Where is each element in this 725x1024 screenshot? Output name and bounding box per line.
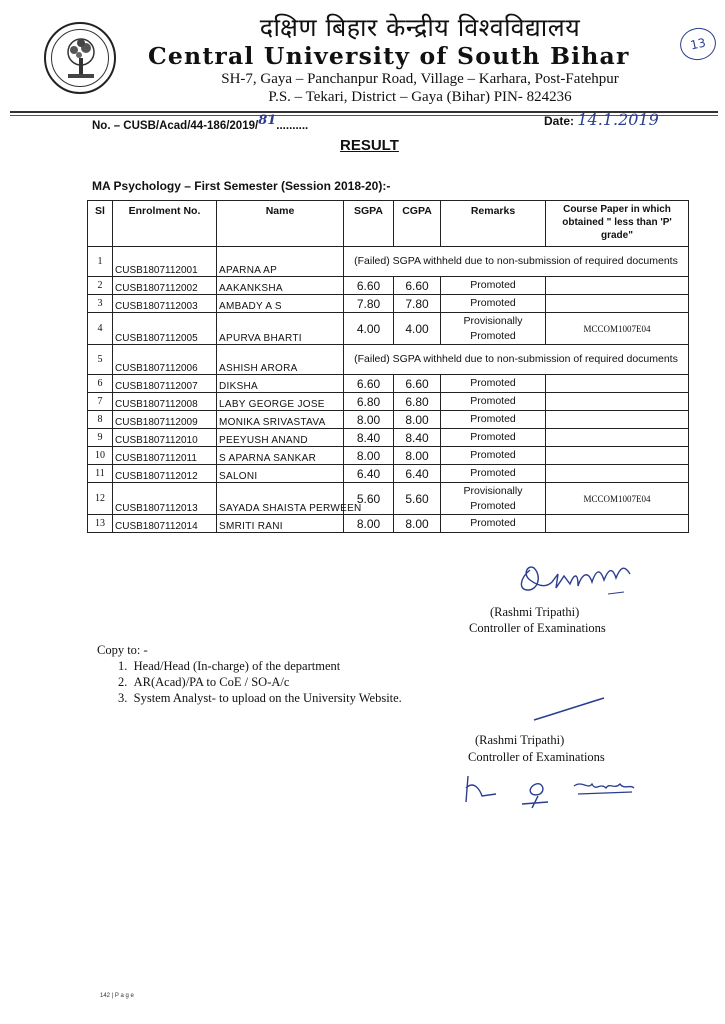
cell-cgpa: 4.00 bbox=[394, 313, 441, 345]
reference-prefix: No. – CUSB/Acad/44-186/2019/ bbox=[92, 120, 259, 132]
cell-cgpa: 6.40 bbox=[394, 465, 441, 483]
table-row bbox=[88, 411, 689, 429]
date-label: Date: bbox=[544, 114, 575, 128]
table-row bbox=[88, 429, 689, 447]
cell-sl: 7 bbox=[88, 393, 113, 411]
cell-remarks: Provisionally Promoted bbox=[441, 483, 546, 515]
address-line-1: SH-7, Gaya – Panchanpur Road, Village – Karhara, Post-Fatehpur bbox=[221, 71, 619, 87]
course-subtitle: MA Psychology – First Semester (Session 2018-20):- bbox=[92, 179, 391, 193]
copy-to-item: 2. AR(Acad)/PA to CoE / SO-A/c bbox=[118, 675, 290, 689]
university-seal-logo bbox=[44, 22, 116, 94]
cell-course-paper bbox=[546, 447, 689, 465]
cell-enrolment: CUSB1807112002 bbox=[113, 277, 217, 295]
table-row bbox=[88, 313, 689, 345]
cell-enrolment: CUSB1807112007 bbox=[113, 375, 217, 393]
cell-sl: 4 bbox=[88, 313, 113, 345]
cell-enrolment: CUSB1807112001 bbox=[113, 247, 217, 277]
university-name: Central University of South Bihar bbox=[148, 42, 630, 70]
page-title: RESULT bbox=[340, 137, 399, 154]
cell-remarks: Promoted bbox=[441, 515, 546, 533]
cell-course-paper bbox=[546, 375, 689, 393]
cell-name: MONIKA SRIVASTAVA bbox=[217, 411, 344, 429]
cell-failed-note: (Failed) SGPA withheld due to non-submission of required documents bbox=[344, 345, 689, 375]
header-cgpa: CGPA bbox=[394, 201, 441, 247]
cell-remarks: Provisionally Promoted bbox=[441, 313, 546, 345]
cell-sl: 9 bbox=[88, 429, 113, 447]
cell-sl: 3 bbox=[88, 295, 113, 313]
cell-enrolment: CUSB1807112009 bbox=[113, 411, 217, 429]
cell-cgpa: 8.40 bbox=[394, 429, 441, 447]
reference-handwritten-number: 81 bbox=[258, 113, 277, 128]
header-enrolment: Enrolment No. bbox=[113, 201, 217, 247]
table-row bbox=[88, 465, 689, 483]
table-row bbox=[88, 345, 689, 375]
results-table bbox=[87, 200, 689, 533]
cell-sl: 6 bbox=[88, 375, 113, 393]
handwritten-stroke bbox=[530, 694, 610, 724]
header-name: Name bbox=[217, 201, 344, 247]
cell-enrolment: CUSB1807112010 bbox=[113, 429, 217, 447]
cell-sgpa: 8.00 bbox=[344, 447, 394, 465]
cell-enrolment: CUSB1807112013 bbox=[113, 483, 217, 515]
cell-name: SALONI bbox=[217, 465, 344, 483]
cell-remarks: Promoted bbox=[441, 465, 546, 483]
cell-sgpa: 6.60 bbox=[344, 375, 394, 393]
cell-name: SAYADA SHAISTA PERWEEN bbox=[217, 483, 344, 515]
cell-sgpa: 8.00 bbox=[344, 515, 394, 533]
cell-name: PEEYUSH ANAND bbox=[217, 429, 344, 447]
cell-sl: 13 bbox=[88, 515, 113, 533]
cell-course-paper: MCCOM1007E04 bbox=[546, 483, 689, 515]
cell-sgpa: 7.80 bbox=[344, 295, 394, 313]
cell-sgpa: 4.00 bbox=[344, 313, 394, 345]
table-row bbox=[88, 277, 689, 295]
date-block bbox=[544, 110, 659, 129]
cell-sl: 2 bbox=[88, 277, 113, 295]
cell-cgpa: 8.00 bbox=[394, 411, 441, 429]
cell-sgpa: 6.40 bbox=[344, 465, 394, 483]
table-row bbox=[88, 375, 689, 393]
cell-sl: 12 bbox=[88, 483, 113, 515]
handwritten-page-mark: 13 bbox=[677, 25, 719, 64]
cell-cgpa: 6.60 bbox=[394, 277, 441, 295]
cell-remarks: Promoted bbox=[441, 429, 546, 447]
table-body bbox=[88, 247, 689, 533]
cell-course-paper bbox=[546, 429, 689, 447]
reference-number: No. – CUSB/Acad/44-186/2019/81.......... bbox=[92, 113, 309, 132]
cell-name: SMRITI RANI bbox=[217, 515, 344, 533]
header-course-paper: Course Paper in which obtained " less than 'P' grade" bbox=[546, 201, 689, 247]
page-footer: 142 | P a g e bbox=[100, 993, 134, 999]
cell-sgpa: 6.60 bbox=[344, 277, 394, 295]
cell-enrolment: CUSB1807112008 bbox=[113, 393, 217, 411]
cell-name: ASHISH ARORA bbox=[217, 345, 344, 375]
table-row bbox=[88, 515, 689, 533]
handwritten-initials bbox=[462, 766, 652, 816]
cell-sgpa: 5.60 bbox=[344, 483, 394, 515]
copy-to-label: Copy to: - bbox=[97, 643, 148, 657]
cell-cgpa: 8.00 bbox=[394, 447, 441, 465]
table-header-row bbox=[88, 201, 689, 247]
handwritten-signature-1 bbox=[512, 556, 642, 604]
table-row bbox=[88, 247, 689, 277]
table-row bbox=[88, 447, 689, 465]
cell-cgpa: 7.80 bbox=[394, 295, 441, 313]
cell-enrolment: CUSB1807112006 bbox=[113, 345, 217, 375]
cell-remarks: Promoted bbox=[441, 295, 546, 313]
cell-enrolment: CUSB1807112005 bbox=[113, 313, 217, 345]
cell-cgpa: 6.60 bbox=[394, 375, 441, 393]
cell-course-paper bbox=[546, 411, 689, 429]
cell-course-paper: MCCOM1007E04 bbox=[546, 313, 689, 345]
cell-name: LABY GEORGE JOSE bbox=[217, 393, 344, 411]
cell-enrolment: CUSB1807112003 bbox=[113, 295, 217, 313]
cell-sl: 10 bbox=[88, 447, 113, 465]
cell-course-paper bbox=[546, 277, 689, 295]
cell-name: APURVA BHARTI bbox=[217, 313, 344, 345]
cell-remarks: Promoted bbox=[441, 411, 546, 429]
cell-name: S APARNA SANKAR bbox=[217, 447, 344, 465]
header-remarks: Remarks bbox=[441, 201, 546, 247]
table-row bbox=[88, 483, 689, 515]
signatory-designation-2: Controller of Examinations bbox=[468, 750, 605, 764]
cell-enrolment: CUSB1807112014 bbox=[113, 515, 217, 533]
signatory-designation-1: Controller of Examinations bbox=[469, 621, 606, 635]
cell-course-paper bbox=[546, 515, 689, 533]
cell-sgpa: 8.00 bbox=[344, 411, 394, 429]
table-row bbox=[88, 295, 689, 313]
university-name-hindi: दक्षिण बिहार केन्द्रीय विश्वविद्यालय bbox=[259, 13, 581, 42]
copy-to-item: 1. Head/Head (In-charge) of the department bbox=[118, 659, 341, 673]
cell-enrolment: CUSB1807112011 bbox=[113, 447, 217, 465]
header-sl: Sl bbox=[88, 201, 113, 247]
signatory-name-1: (Rashmi Tripathi) bbox=[490, 605, 580, 619]
cell-enrolment: CUSB1807112012 bbox=[113, 465, 217, 483]
cell-failed-note: (Failed) SGPA withheld due to non-submission of required documents bbox=[344, 247, 689, 277]
cell-remarks: Promoted bbox=[441, 447, 546, 465]
cell-sl: 5 bbox=[88, 345, 113, 375]
cell-course-paper bbox=[546, 393, 689, 411]
address-line-2: P.S. – Tekari, District – Gaya (Bihar) PIN- 824236 bbox=[268, 89, 572, 105]
cell-remarks: Promoted bbox=[441, 375, 546, 393]
cell-course-paper bbox=[546, 465, 689, 483]
cell-sl: 8 bbox=[88, 411, 113, 429]
date-value: 14.1.2019 bbox=[577, 110, 659, 129]
cell-sgpa: 8.40 bbox=[344, 429, 394, 447]
cell-name: AMBADY A S bbox=[217, 295, 344, 313]
cell-course-paper bbox=[546, 295, 689, 313]
cell-cgpa: 8.00 bbox=[394, 515, 441, 533]
table-row bbox=[88, 393, 689, 411]
copy-to-list bbox=[118, 658, 402, 706]
copy-to-item: 3. System Analyst- to upload on the University Website. bbox=[118, 691, 402, 705]
cell-cgpa: 6.80 bbox=[394, 393, 441, 411]
cell-cgpa: 5.60 bbox=[394, 483, 441, 515]
cell-remarks: Promoted bbox=[441, 277, 546, 295]
header-sgpa: SGPA bbox=[344, 201, 394, 247]
cell-name: AAKANKSHA bbox=[217, 277, 344, 295]
tree-emblem-icon bbox=[52, 30, 110, 88]
cell-sl: 11 bbox=[88, 465, 113, 483]
cell-sgpa: 6.80 bbox=[344, 393, 394, 411]
cell-name: APARNA AP bbox=[217, 247, 344, 277]
cell-sl: 1 bbox=[88, 247, 113, 277]
signatory-name-2: (Rashmi Tripathi) bbox=[475, 733, 565, 747]
cell-name: DIKSHA bbox=[217, 375, 344, 393]
cell-remarks: Promoted bbox=[441, 393, 546, 411]
